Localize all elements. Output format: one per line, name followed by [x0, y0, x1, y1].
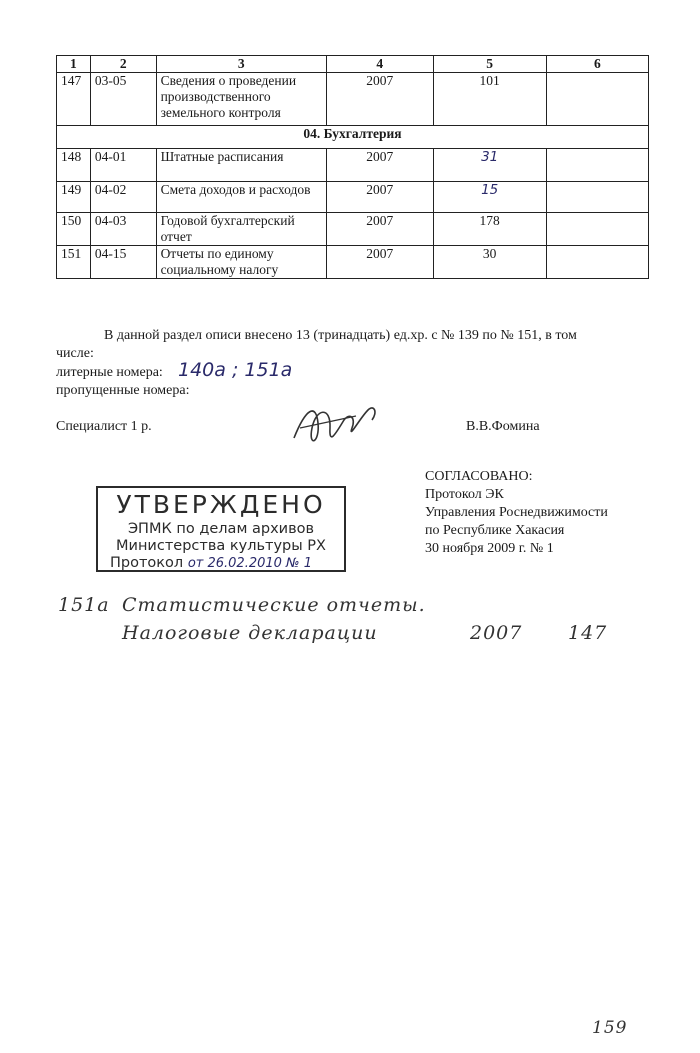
row-year: 2007	[326, 149, 433, 182]
column-header: 2	[90, 56, 156, 73]
row-number: 149	[57, 182, 91, 213]
row-note	[546, 182, 648, 213]
section-row	[57, 126, 649, 149]
approval-line-2: Протокол ЭК	[425, 487, 504, 502]
row-year: 2007	[326, 213, 433, 246]
liter-label: литерные номера:	[56, 365, 163, 380]
row-index: 04-15	[90, 246, 156, 279]
signer-position: Специалист 1 р.	[56, 419, 152, 434]
skipped-label: пропущенные номера:	[56, 383, 190, 398]
handwritten-year: 2007	[470, 622, 523, 644]
handwritten-line-1: Статистические отчеты.	[122, 594, 426, 616]
stamp-protocol-value: от 26.02.2010 № 1	[187, 556, 312, 571]
row-title: Сведения о проведении производственного земельного контроля	[156, 73, 326, 126]
column-header: 3	[156, 56, 326, 73]
row-count: 101	[433, 73, 546, 126]
table-row	[57, 182, 649, 213]
row-index: 03-05	[90, 73, 156, 126]
handwritten-count: 147	[568, 622, 608, 644]
row-index: 04-01	[90, 149, 156, 182]
row-index: 04-03	[90, 213, 156, 246]
row-count: 15	[433, 182, 546, 213]
row-number: 150	[57, 213, 91, 246]
row-number: 151	[57, 246, 91, 279]
approval-line-4: по Республике Хакасия	[425, 523, 565, 538]
approval-line-3: Управления Роснедвижимости	[425, 505, 608, 520]
row-count: 178	[433, 213, 546, 246]
row-title: Отчеты по единому социальному налогу	[156, 246, 326, 279]
column-header: 5	[433, 56, 546, 73]
summary-line-2: числе:	[56, 346, 94, 361]
column-header: 6	[546, 56, 648, 73]
row-year: 2007	[326, 182, 433, 213]
stamp-title: УТВЕРЖДЕНО	[116, 490, 326, 519]
row-title: Штатные расписания	[156, 149, 326, 182]
stamp-line-2: Министерства культуры РХ	[116, 538, 326, 554]
summary-line-1: В данной раздел описи внесено 13 (тринадцать) ед.хр. с № 139 по № 151, в том	[104, 328, 577, 343]
row-count: 30	[433, 246, 546, 279]
table-row	[57, 73, 649, 126]
row-title: Годовой бухгалтерский отчет	[156, 213, 326, 246]
row-note	[546, 149, 648, 182]
row-count: 31	[433, 149, 546, 182]
column-header: 1	[57, 56, 91, 73]
inventory-table	[56, 55, 649, 279]
stamp-line-1: ЭПМК по делам архивов	[127, 521, 315, 537]
row-number: 148	[57, 149, 91, 182]
approval-line-1: СОГЛАСОВАНО:	[425, 469, 533, 484]
handwritten-line-2: Налоговые декларации	[122, 622, 378, 644]
approval-stamp	[96, 486, 346, 572]
table-row	[57, 213, 649, 246]
page-number: 159	[592, 1018, 628, 1038]
row-number: 147	[57, 73, 91, 126]
signer-name: В.В.Фомина	[466, 419, 540, 434]
column-header: 4	[326, 56, 433, 73]
table-row	[57, 246, 649, 279]
row-title: Смета доходов и расходов	[156, 182, 326, 213]
signature-image	[286, 398, 386, 453]
approval-line-5: 30 ноября 2009 г. № 1	[425, 541, 554, 556]
table-row	[57, 149, 649, 182]
row-year: 2007	[326, 246, 433, 279]
row-year: 2007	[326, 73, 433, 126]
liter-value: 140а ; 151а	[178, 359, 293, 381]
table-header-row	[57, 56, 649, 73]
handwritten-number: 151а	[58, 594, 110, 616]
row-index: 04-02	[90, 182, 156, 213]
stamp-line-3	[98, 554, 344, 573]
stamp-protocol-label: Протокол	[110, 555, 184, 571]
row-note	[546, 73, 648, 126]
row-note	[546, 246, 648, 279]
section-title: 04. Бухгалтерия	[57, 126, 649, 149]
row-note	[546, 213, 648, 246]
